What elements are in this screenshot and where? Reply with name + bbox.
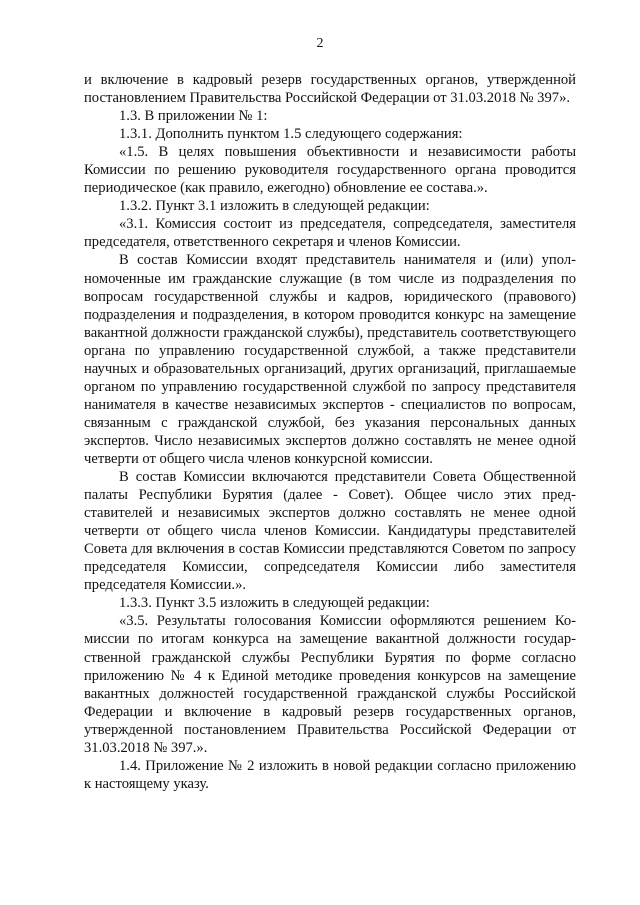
paragraph-1-3-2: 1.3.2. Пункт 3.1 изложить в следующей редакции:: [119, 198, 430, 215]
page-number: 2: [316, 36, 324, 51]
paragraph-commission-composition: В состав Комиссии входят представитель нанимателя и (или) уполномоченные им гражданские служащие (в том числе из подразделения по вопросам государственной службы и кадров, юридического (правового) подразделения и подразделения, в котором проводится конкурс на замещение вакантной должности гражданской службы), представитель соответствующего органа по управлению государственной службой, а также представители научных и образовательных организаций, других организаций, приглашаемые органом по управлению государственной службой по запросу представителя нанимателя в качестве независимых экспертов - специалистов по вопросам, связанным с гражданской службой, без указания персональных данных экспертов. Число независимых экспертов должно составлять не менее одной четверти от общего числа членов конкурсной комиссии.: [84, 252, 576, 467]
paragraph-1-3-3: 1.3.3. Пункт 3.5 изложить в следующей редакции:: [119, 595, 430, 612]
paragraph-quote-3-1: «3.1. Комиссия состоит из председателя, сопредседателя, заместителя председателя, ответственного секретаря и членов Комиссии.: [84, 216, 576, 251]
document-body: [84, 71, 576, 793]
paragraph-1-3-1: 1.3.1. Дополнить пунктом 1.5 следующего содержания:: [119, 126, 463, 143]
paragraph-1-4: 1.4. Приложение № 2 изложить в новой редакции согласно приложению к настоящему указу.: [84, 757, 576, 792]
paragraph-quote-1-5: «1.5. В целях повышения объективности и независимости работы Комиссии по решению руководителя государственного органа проводится периодическое (как правило, ежегодно) обновление ее состава.».: [84, 144, 576, 197]
paragraph-continuation: и включение в кадровый резерв государственных органов, утвержденной постановлением Правительства Российской Федерации от 31.03.2018 № 397».: [84, 72, 576, 107]
paragraph-council-representatives: В состав Комиссии включаются представители Совета Общественной палаты Республики Бурятия (далее - Совет). Общее число этих представителей и независимых экспертов должно составлять не менее одной четверти от общего числа членов Комиссии. Кандидатуры представителей Совета для включения в состав Комиссии представляются Советом по запросу председателя Комиссии, сопредседателя Комиссии либо заместителя председателя Комиссии.».: [84, 469, 576, 594]
paragraph-1-3: 1.3. В приложении № 1:: [119, 108, 268, 125]
paragraph-quote-3-5: «3.5. Результаты голосования Комиссии оформляются решением Комиссии по итогам конкурса на замещение вакантной должности государственной гражданской службы Республики Бурятия по форме согласно приложению № 4 к Единой методике проведения конкурсов на замещение вакантных должностей государственной гражданской службы Российской Федерации и включение в кадровый резерв государственных органов, утвержденной постановлением Правительства Российской Федерации от 31.03.2018 № 397.».: [84, 613, 576, 756]
